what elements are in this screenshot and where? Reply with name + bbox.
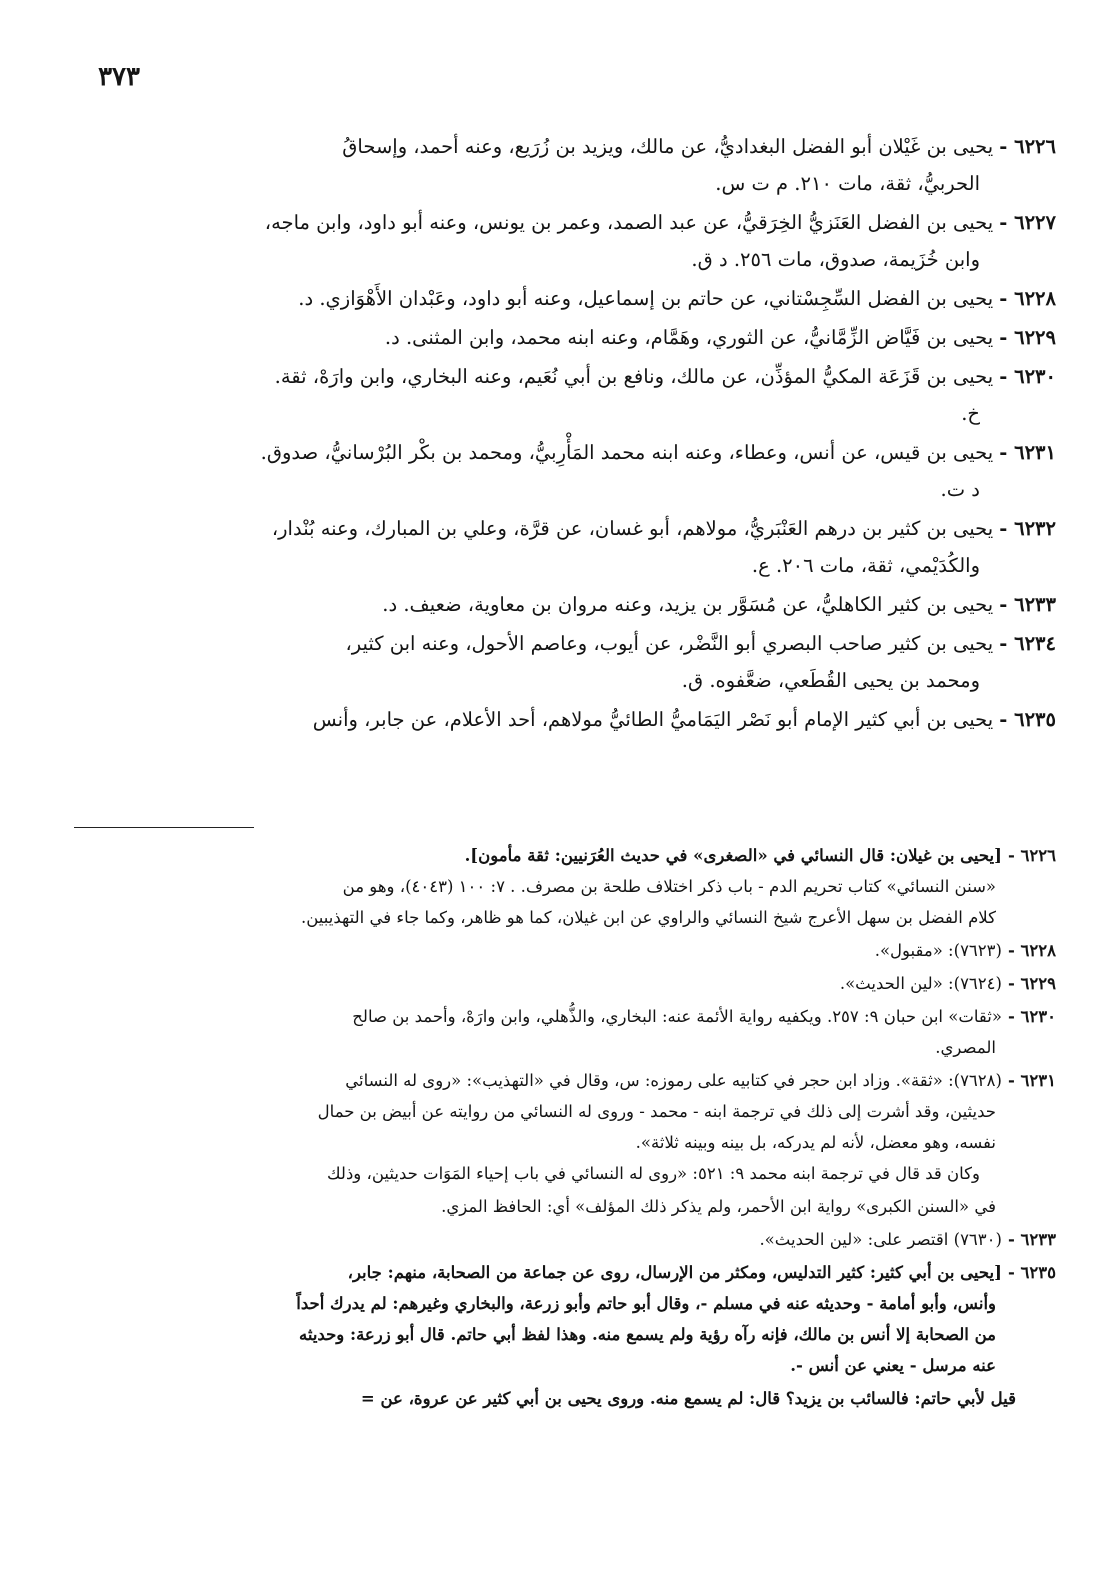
entry-line: يحيى بن كثير الكاهليُّ، عن مُسَوَّر بن يزيد، وعنه مروان بن معاوية، ضعيف. د.	[382, 593, 994, 616]
footnote-number: ٦٢٢٦ -	[1007, 846, 1056, 865]
entry-number: ٦٢٢٩ -	[999, 326, 1056, 349]
footnote-line: من الصحابة إلا أنس بن مالك، فإنه رآه رؤية ولم يسمع منه. وهذا لفظ أبي حاتم. قال أبو زرعة: وحديثه	[299, 1325, 996, 1344]
footnote-line: (٧٦٢٨): «ثقة». وزاد ابن حجر في كتابيه على رموزه: س، وقال في «التهذيب»: «روى له النسائي	[345, 1071, 1002, 1090]
footnote-6231	[56, 1065, 1056, 1222]
footnotes	[56, 840, 1056, 1414]
footnote-number: ٦٢٣١ -	[1007, 1071, 1056, 1090]
footnote-line: «سنن النسائي» كتاب تحريم الدم - باب ذكر اختلاف طلحة بن مصرف. . ٧: ١٠٠ (٤٠٤٣)، وهو من	[342, 877, 996, 896]
footnote-number: ٦٢٣٠ -	[1007, 1007, 1056, 1026]
footnote-heading: [يحيى بن غيلان: قال النسائي في «الصغرى» في حديث العُرَنيين: ثقة مأمون].	[464, 846, 1002, 865]
footnote-line: (٧٦٢٣): «مقبول».	[874, 941, 1002, 960]
entry-6228	[56, 280, 1056, 317]
entry-line: يحيى بن الفضل السِّجِسْتاني، عن حاتم بن إسماعيل، وعنه أبو داود، وعَبْدان الأَهْوَازي. د.	[298, 287, 994, 310]
footnote-continuation-line: قيل لأبي حاتم: فالسائب بن يزيد؟ قال: لم يسمع منه. وروى يحيى بن أبي كثير عن عروة، عن =	[360, 1389, 1016, 1408]
entry-number: ٦٢٣٢ -	[999, 517, 1056, 540]
footnote-line: وكان قد قال في ترجمة ابنه محمد ٩: ٥٢١: «روى له النسائي في باب إحياء المَوَات حديثين، وذلك	[327, 1164, 980, 1183]
entry-line: والكُدَيْمي، ثقة، مات ٢٠٦. ع.	[751, 554, 980, 577]
entry-line: يحيى بن غَيْلان أبو الفضل البغداديُّ، عن مالك، ويزيد بن زُرَيع، وعنه أحمد، وإسحاقُ	[342, 135, 994, 158]
entry-6226	[56, 128, 1056, 202]
footnote-line: وأنس، وأبو أمامة - وحديثه عنه في مسلم -، وقال أبو حاتم وأبو زرعة، والبخاري وغيرهم: لم يدرك أحداً	[296, 1294, 996, 1313]
entry-line: يحيى بن كثير بن درهم العَنْبَريُّ، مولاهم، أبو غسان، عن قرَّة، وعلي بن المبارك، وعنه بُنْدار،	[271, 517, 994, 540]
entry-number: ٦٢٣٤ -	[999, 632, 1056, 655]
entry-6235	[56, 701, 1056, 738]
entry-line: يحيى بن قَزَعَة المكيُّ المؤذِّن، عن مالك، ونافع بن أبي نُعَيم، وعنه البخاري، وابن وارَهْ، ثقة.	[274, 365, 994, 388]
entry-number: ٦٢٣٥ -	[999, 708, 1056, 731]
footnote-6229	[56, 968, 1056, 999]
entry-number: ٦٢٣١ -	[999, 441, 1056, 464]
footnote-line: كلام الفضل بن سهل الأعرج شيخ النسائي والراوي عن ابن غيلان، كما هو ظاهر، وكما جاء في التهذيبين.	[300, 908, 996, 927]
footnote-line: في «السنن الكبرى» رواية ابن الأحمر، ولم يذكر ذلك المؤلف» أي: الحافظ المزي.	[441, 1197, 996, 1216]
footnote-6226	[56, 840, 1056, 933]
entry-6230	[56, 358, 1056, 432]
entry-6234	[56, 625, 1056, 699]
entry-number: ٦٢٢٨ -	[999, 287, 1056, 310]
entry-6229	[56, 319, 1056, 356]
footnote-number: ٦٢٣٣ -	[1007, 1230, 1056, 1249]
entry-number: ٦٢٢٦ -	[999, 135, 1056, 158]
footnote-number: ٦٢٣٥ -	[1007, 1263, 1056, 1282]
entry-line: يحيى بن أبي كثير الإمام أبو نَصْر اليَمَاميُّ الطائيُّ مولاهم، أحد الأعلام، عن جابر، وأنس	[312, 708, 994, 731]
entry-line: يحيى بن قيس، عن أنس، وعطاء، وعنه ابنه محمد المَأْرِبيُّ، ومحمد بن بكْر البُرْسانيُّ، صدوق.	[260, 441, 994, 464]
entry-6227	[56, 204, 1056, 278]
footnote-line: نفسه، وهو معضل، لأنه لم يدركه، بل بينه وبينه ثلاثة».	[635, 1133, 996, 1152]
footnote-line: [يحيى بن أبي كثير: كثير التدليس، ومكثر من الإرسال، روى عن جماعة من الصحابة، منهم: جابر،	[347, 1263, 1002, 1282]
footnote-divider	[74, 827, 254, 828]
page-number: ٣٧٣	[98, 62, 140, 92]
footnote-line: «ثقات» ابن حبان ٩: ٢٥٧. ويكفيه رواية الأئمة عنه: البخاري، والذُّهلي، وابن وارَهْ، وأحمد بن صالح	[352, 1007, 1002, 1026]
entry-line: يحيى بن فَيَّاض الزِّمَّانيُّ، عن الثوري، وهَمَّام، وعنه ابنه محمد، وابن المثنى. د.	[384, 326, 994, 349]
entry-line: الحربيُّ، ثقة، مات ٢١٠. م ت س.	[715, 172, 980, 195]
entry-line: وابن خُزَيمة، صدوق، مات ٢٥٦. د ق.	[691, 248, 980, 271]
footnote-6233	[56, 1224, 1056, 1255]
entry-6233	[56, 586, 1056, 623]
footnote-line: عنه مرسل - يعني عن أنس -.	[790, 1356, 996, 1375]
entry-line: يحيى بن كثير صاحب البصري أبو النَّضْر، عن أيوب، وعاصم الأحول، وعنه ابن كثير،	[345, 632, 994, 655]
footnote-line: (٧٦٢٤): «لين الحديث».	[839, 974, 1002, 993]
main-text	[56, 128, 1056, 740]
footnote-6235	[56, 1257, 1056, 1381]
entry-number: ٦٢٣٠ -	[999, 365, 1056, 388]
footnote-6230	[56, 1001, 1056, 1063]
entry-6232	[56, 510, 1056, 584]
footnote-line: المصري.	[935, 1038, 996, 1057]
entry-line: ومحمد بن يحيى القُطَعي، ضعَّفوه. ق.	[681, 669, 980, 692]
entry-line: د ت.	[940, 478, 980, 501]
entry-number: ٦٢٣٣ -	[999, 593, 1056, 616]
entry-line: خ.	[961, 402, 980, 425]
entry-line: يحيى بن الفضل العَنَزيُّ الخِرَقيُّ، عن عبد الصمد، وعمر بن يونس، وعنه أبو داود، وابن ماجه،	[264, 211, 994, 234]
entry-6231	[56, 434, 1056, 508]
footnote-number: ٦٢٢٩ -	[1007, 974, 1056, 993]
footnote-number: ٦٢٢٨ -	[1007, 941, 1056, 960]
footnote-line: (٧٦٣٠) اقتصر على: «لين الحديث».	[759, 1230, 1002, 1249]
entry-number: ٦٢٢٧ -	[999, 211, 1056, 234]
footnote-line: حديثين، وقد أشرت إلى ذلك في ترجمة ابنه - محمد - وروى له النسائي من روايته عن أبيض بن حمال	[317, 1102, 996, 1121]
footnote-6228	[56, 935, 1056, 966]
